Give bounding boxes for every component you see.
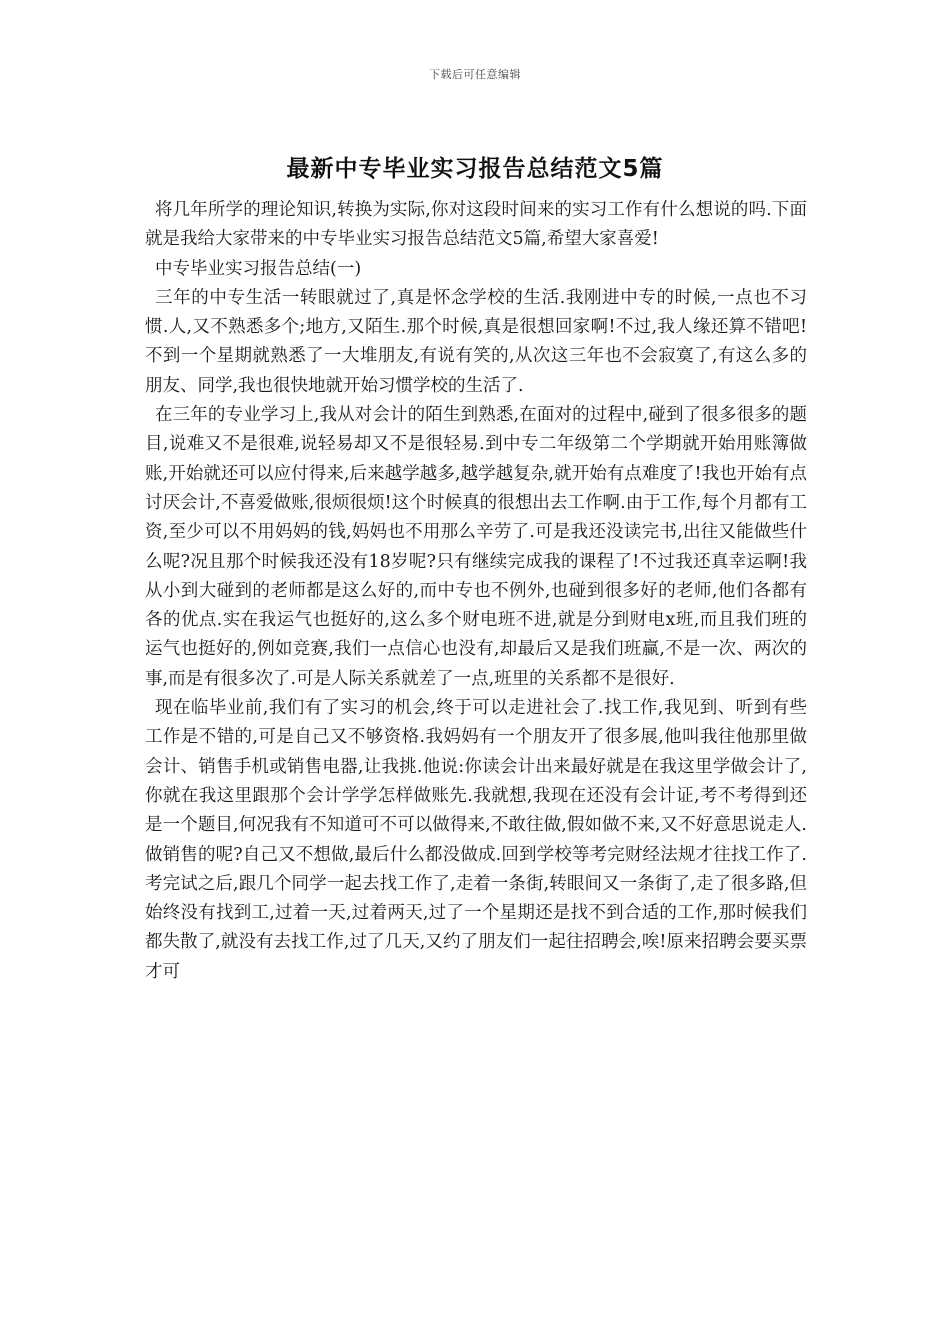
body-paragraph: 现在临毕业前,我们有了实习的机会,终于可以走进社会了.找工作,我见到、听到有些工作是不错的,可是自己又不够资格.我妈妈有一个朋友开了很多展,他叫我往他那里做会计、销售手机或销售电器,让我挑.他说:你读会计出来最好就是在我这里学做会计了,你就在我这里跟那个会计学学怎样做账先.我就想,我现在还没有会计证,考不考得到还是一个题目,何况我有不知道可不可以做得来,不敢往做,假如做不来,又不好意思说走人.做销售的呢?自己又不想做,最后什么都没做成.回到学校等考完财经法规才往找工作了.考完试之后,跟几个同学一起去找工作了,走着一条街,转眼间又一条街了,走了很多路,但始终没有找到工,过着一天,过着两天,过了一个星期还是找不到合适的工作,那时候我们都失散了,就没有去找工作,过了几天,又约了朋友们一起往招聘会,唉!原来招聘会要买票才可 bbox=[145, 698, 807, 982]
header-note: 下载后可任意编辑 bbox=[429, 68, 521, 81]
document-title: 最新中专毕业实习报告总结范文5篇 bbox=[286, 156, 664, 182]
intro-paragraph: 将几年所学的理论知识,转换为实际,你对这段时间来的实习工作有什么想说的吗.下面就是我给大家带来的中专毕业实习报告总结范文5篇,希望大家喜爱! bbox=[145, 200, 807, 250]
section-heading: 中专毕业实习报告总结(一) bbox=[155, 258, 362, 279]
body-paragraph: 在三年的专业学习上,我从对会计的陌生到熟悉,在面对的过程中,碰到了很多很多的题目,说难又不是很难,说轻易却又不是很轻易.到中专二年级第二个学期就开始用账簿做账,开始就还可以应付得来,后来越学越多,越学越复杂,就开始有点难度了!我也开始有点讨厌会计,不喜爱做账,很烦很烦!这个时候真的很想出去工作啊.由于工作,每个月都有工资,至少可以不用妈妈的钱,妈妈也不用那么辛劳了.可是我还没读完书,出往又能做些什么呢?况且那个时候我还没有18岁呢?只有继续完成我的课程了!不过我还真幸运啊!我从小到大碰到的老师都是这么好的,而中专也不例外,也碰到很多好的老师,他们各都有各的优点.实在我运气也挺好的,这么多个财电班不进,就是分到财电x班,而且我们班的运气也挺好的,例如竞赛,我们一点信心也没有,却最后又是我们班赢,不是一次、两次的事,而是有很多次了.可是人际关系就差了一点,班里的关系都不是很好. bbox=[145, 405, 807, 689]
body-paragraph: 三年的中专生活一转眼就过了,真是怀念学校的生活.我刚进中专的时候,一点也不习惯.人,又不熟悉多个;地方,又陌生.那个时候,真是很想回家啊!不过,我人缘还算不错吧!不到一个星期就熟悉了一大堆朋友,有说有笑的,从次这三年也不会寂寞了,有这么多的朋友、同学,我也很快地就开始习惯学校的生活了. bbox=[145, 287, 807, 396]
document-body bbox=[145, 196, 807, 987]
